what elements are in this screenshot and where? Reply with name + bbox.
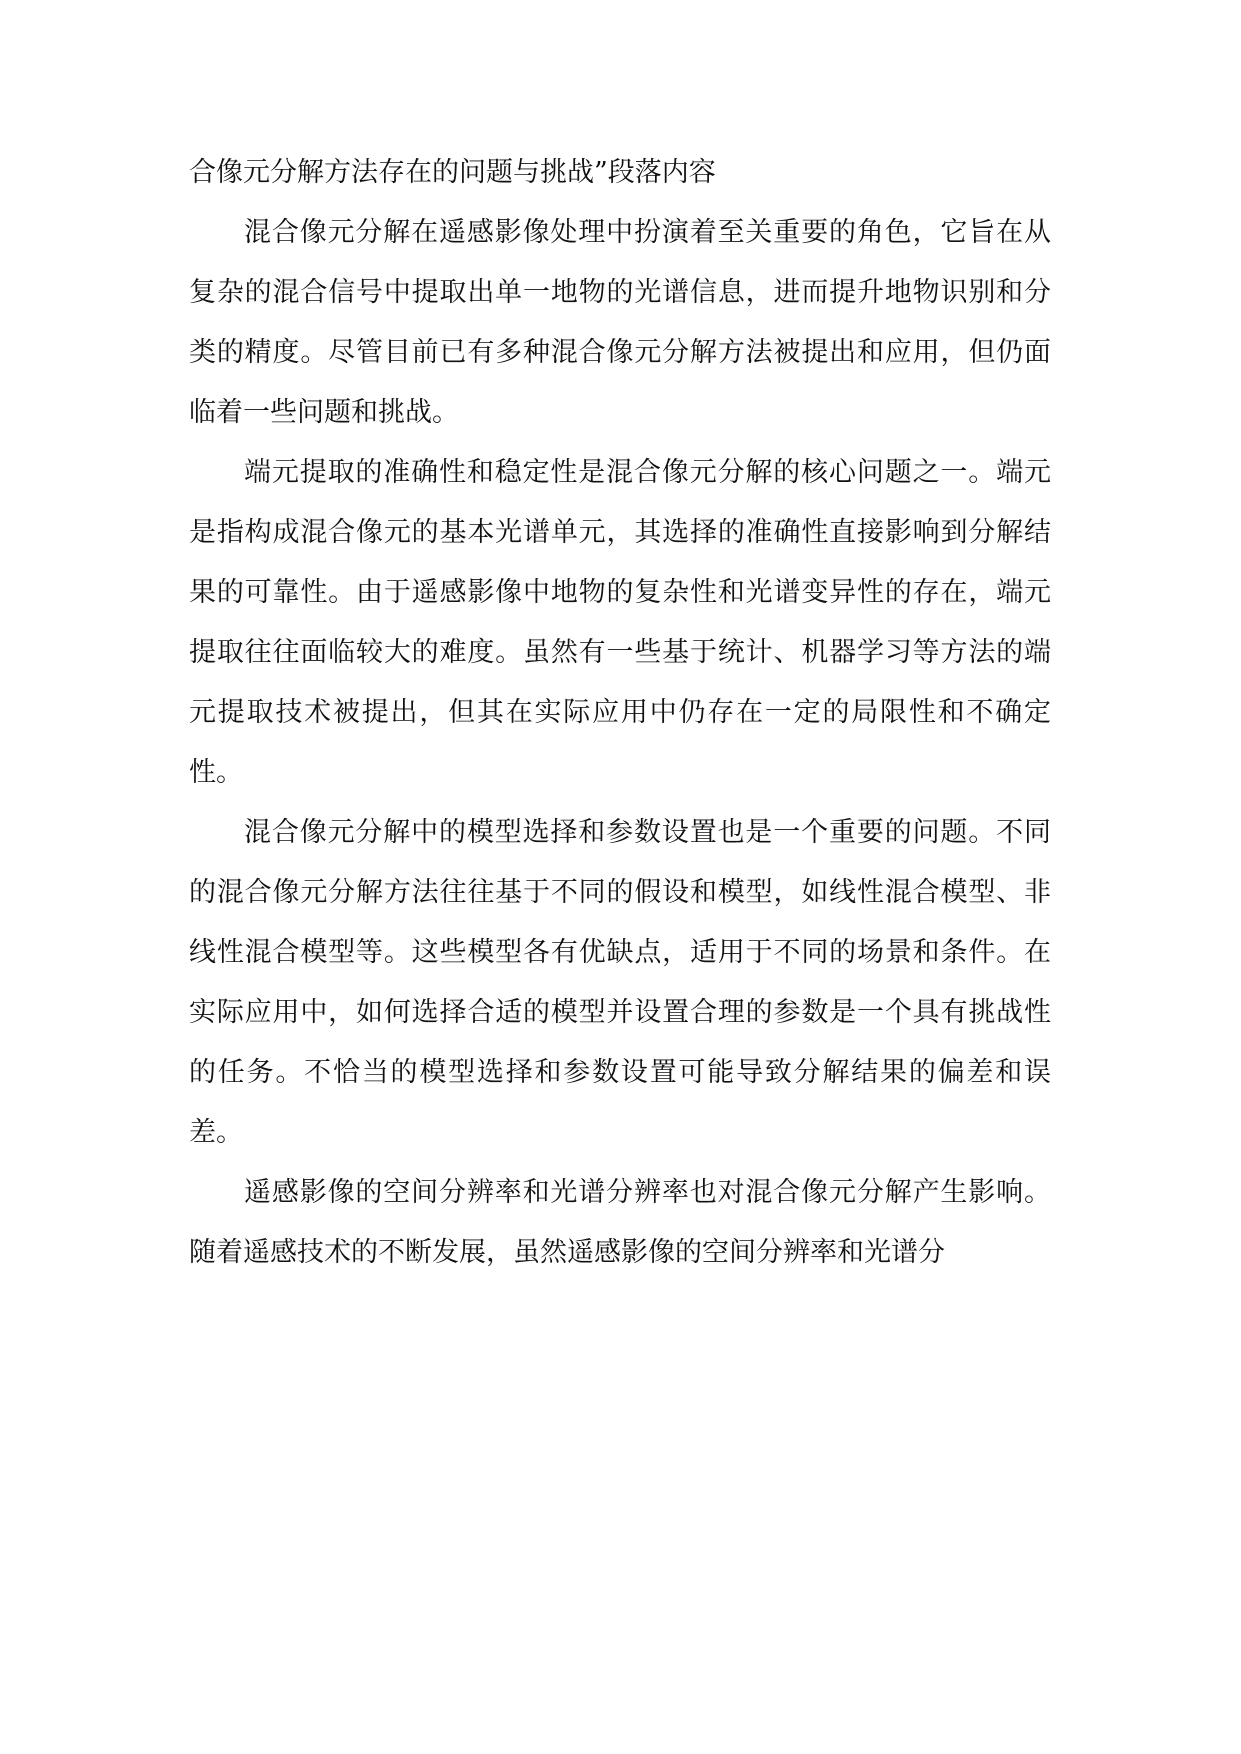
- paragraph-resolution: 遥感影像的空间分辨率和光谱分辨率也对混合像元分解产生影响。随着遥感技术的不断发展，虽然遥感影像的空间分辨率和光谱分: [189, 1177, 1051, 1268]
- paragraph-endmember-extraction: 端元提取的准确性和稳定性是混合像元分解的核心问题之一。端元是指构成混合像元的基本光谱单元，其选择的准确性直接影响到分解结果的可靠性。由于遥感影像中地物的复杂性和光谱变异性的存在，端元提取往往面临较大的难度。虽然有一些基于统计、机器学习等方法的端元提取技术被提出，但其在实际应用中仍存在一定的局限性和不确定性。: [189, 457, 1051, 788]
- section-heading: 合像元分解方法存在的问题与挑战”段落内容: [189, 157, 716, 188]
- paragraph-model-selection: 混合像元分解中的模型选择和参数设置也是一个重要的问题。不同的混合像元分解方法往往基于不同的假设和模型，如线性混合模型、非线性混合模型等。这些模型各有优缺点，适用于不同的场景和条件。在实际应用中，如何选择合适的模型并设置合理的参数是一个具有挑战性的任务。不恰当的模型选择和参数设置可能导致分解结果的偏差和误差。: [189, 817, 1051, 1148]
- paragraph-intro: 混合像元分解在遥感影像处理中扮演着至关重要的角色，它旨在从复杂的混合信号中提取出单一地物的光谱信息，进而提升地物识别和分类的精度。尽管目前已有多种混合像元分解方法被提出和应用，但仍面临着一些问题和挑战。: [189, 217, 1051, 428]
- document-body: [189, 143, 1051, 1283]
